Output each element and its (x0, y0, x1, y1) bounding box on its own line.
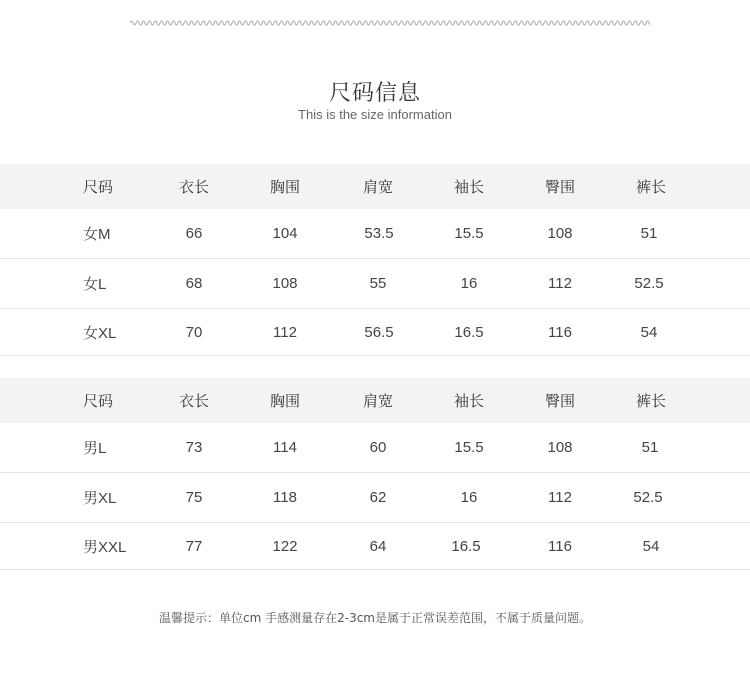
pants-length-cell: 54 (640, 323, 658, 341)
decorative-wave-divider (130, 18, 650, 28)
chest-cell: 112 (273, 323, 297, 341)
table-row (0, 523, 750, 570)
length-cell: 75 (185, 489, 203, 506)
men-size-table (0, 378, 750, 570)
column-header-pants-length: 裤长 (635, 392, 666, 410)
length-cell: 70 (185, 323, 203, 341)
sleeve-cell: 15.5 (454, 439, 484, 456)
table-row (0, 473, 750, 523)
length-cell: 68 (185, 275, 203, 292)
column-header-hip: 臀围 (544, 392, 575, 410)
sleeve-cell: 16.5 (454, 323, 484, 341)
size-cell: 女L (83, 276, 107, 293)
shoulder-cell: 53.5 (364, 225, 394, 242)
pants-length-cell: 51 (640, 225, 658, 242)
hip-cell: 116 (548, 537, 572, 555)
chest-cell: 114 (273, 439, 297, 456)
size-cell: 女M (83, 226, 111, 243)
shoulder-cell: 55 (369, 275, 387, 292)
size-cell: 男L (83, 440, 107, 457)
table-header-row (0, 378, 750, 423)
pants-length-cell: 51 (641, 439, 659, 456)
length-cell: 73 (185, 439, 203, 456)
hip-cell: 112 (548, 275, 572, 292)
column-header-length: 衣长 (178, 392, 209, 410)
hip-cell: 108 (547, 225, 573, 242)
measurement-note: 温馨提示：单位cm 手感测量存在2-3cm是属于正常误差范围，不属于质量问题。 (159, 611, 591, 625)
column-header-chest: 胸围 (269, 178, 300, 196)
shoulder-cell: 62 (369, 489, 387, 506)
page-subtitle: This is the size information (298, 107, 452, 122)
size-cell: 女XL (83, 324, 117, 342)
column-header-length: 衣长 (178, 178, 209, 196)
chest-cell: 108 (272, 275, 298, 292)
table-header-row (0, 164, 750, 209)
table-row (0, 259, 750, 309)
hip-cell: 116 (548, 323, 572, 341)
chest-cell: 122 (272, 537, 298, 555)
length-cell: 77 (185, 537, 203, 555)
women-size-table (0, 164, 750, 356)
sleeve-cell: 16 (460, 489, 478, 506)
hip-cell: 108 (547, 439, 573, 456)
table-row (0, 309, 750, 356)
column-header-sleeve: 袖长 (453, 392, 484, 410)
hip-cell: 112 (548, 489, 572, 506)
table-row (0, 209, 750, 259)
shoulder-cell: 56.5 (364, 323, 394, 341)
length-cell: 66 (185, 225, 203, 242)
chest-cell: 104 (272, 225, 298, 242)
column-header-pants-length: 裤长 (635, 178, 666, 196)
column-header-shoulder: 肩宽 (362, 392, 393, 410)
shoulder-cell: 60 (369, 439, 387, 456)
column-header-shoulder: 肩宽 (362, 178, 393, 196)
pants-length-cell: 54 (642, 537, 660, 555)
column-header-size: 尺码 (83, 392, 114, 410)
chest-cell: 118 (273, 489, 297, 506)
size-cell: 男XL (83, 490, 117, 507)
page-title: 尺码信息 (328, 81, 421, 106)
column-header-chest: 胸围 (269, 392, 300, 410)
size-cell: 男XXL (83, 538, 127, 556)
sleeve-cell: 16 (460, 275, 478, 292)
sleeve-cell: 16.5 (451, 537, 481, 555)
sleeve-cell: 15.5 (454, 225, 484, 242)
column-header-hip: 臀围 (544, 178, 575, 196)
shoulder-cell: 64 (369, 537, 387, 555)
column-header-sleeve: 袖长 (453, 178, 484, 196)
column-header-size: 尺码 (83, 178, 114, 196)
table-row (0, 423, 750, 473)
pants-length-cell: 52.5 (633, 489, 663, 506)
pants-length-cell: 52.5 (634, 275, 664, 292)
